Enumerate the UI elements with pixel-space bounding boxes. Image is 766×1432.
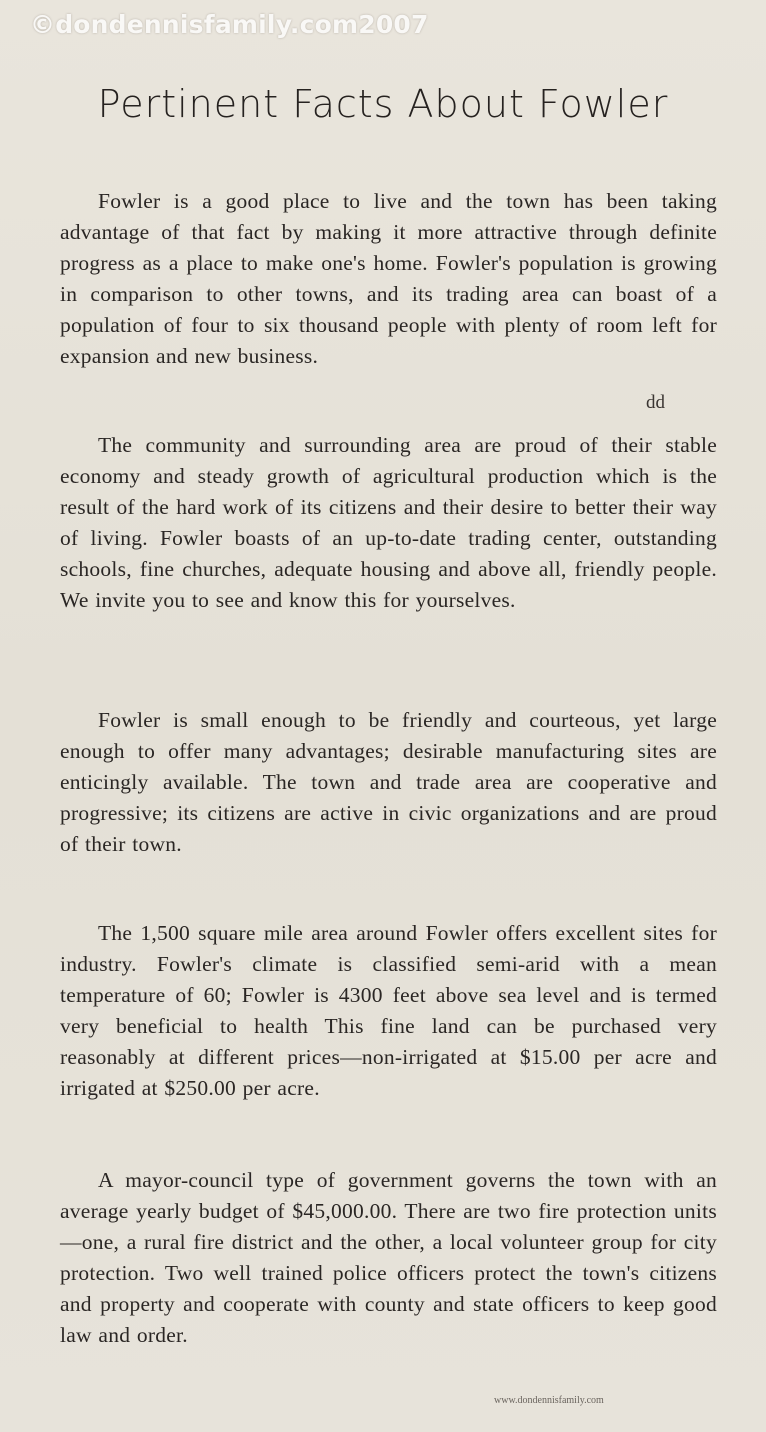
handwritten-annotation: dd bbox=[646, 392, 665, 413]
paragraph-town-size: Fowler is small enough to be friendly and courteous, yet large enough to offer many advantages; desirable manufacturing sites are enticingly available. The town and trade area are cooperative and progressive; its citizens are active in civic organizations and are proud of their town. bbox=[60, 708, 717, 856]
paragraph-government: A mayor-council type of government governs the town with an average yearly budget of $45,000.00. There are two fire protection units—one, a rural fire district and the other, a local volunteer group for city protection. Two well trained police officers protect the town's citizens and property and cooperate with county and state officers to keep good law and order. bbox=[60, 1168, 717, 1347]
paragraph-land-climate: The 1,500 square mile area around Fowler offers excellent sites for industry. Fowler's climate is classified semi-arid with a mean temperature of 60; Fowler is 4300 feet above sea level and is termed very beneficial to health This fine land can be purchased very reasonably at different prices—non-irrigated at $15.00 per acre and irrigated at $250.00 per acre. bbox=[60, 921, 717, 1100]
page-title: Pertinent Facts About Fowler bbox=[97, 82, 669, 126]
footer-watermark: www.dondennisfamily.com bbox=[494, 1395, 604, 1406]
paragraph-livability: Fowler is a good place to live and the town has been taking advantage of that fact by making it more attractive through definite progress as a place to make one's home. Fowler's population is growing in comparison to other towns, and its trading area can boast of a population of four to six thousand people with plenty of room left for expansion and new business. bbox=[60, 189, 717, 368]
paragraph-community: The community and surrounding area are proud of their stable economy and steady growth of agricultural production which is the result of the hard work of its citizens and their desire to better their way of living. Fowler boasts of an up-to-date trading center, outstanding schools, fine churches, adequate housing and above all, friendly people. We invite you to see and know this for yourselves. bbox=[60, 433, 717, 612]
copyright-watermark: ©dondennisfamily.com2007 bbox=[30, 10, 429, 39]
